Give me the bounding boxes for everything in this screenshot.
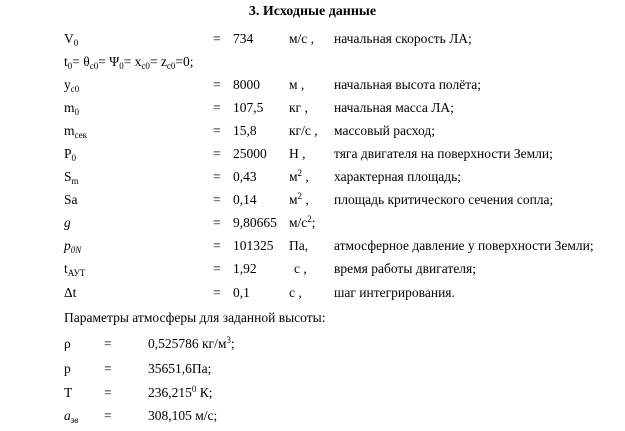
- atmo-value: 308,105 м/с;: [148, 408, 218, 423]
- atmo-row-t: [0, 385, 625, 407]
- param-value: 8000: [233, 77, 260, 92]
- param-description: тяга двигателя на поверхности Земли;: [334, 146, 553, 161]
- param-unit: $м^2$ ,: [289, 191, 309, 207]
- equals-sign: =: [213, 77, 221, 92]
- param-unit: Па,: [289, 238, 309, 253]
- param-description: время работы двигателя;: [334, 261, 477, 276]
- initial-conditions-row: [0, 54, 625, 76]
- param-symbol: $S_m$: [64, 169, 79, 186]
- param-row-g: [0, 215, 625, 237]
- param-value: 107,5: [233, 100, 264, 115]
- atmosphere-heading: Параметры атмосферы для заданной высоты:: [64, 310, 326, 325]
- param-symbol: $P_0$: [64, 146, 77, 163]
- param-value: 0,43: [233, 169, 257, 184]
- equals-sign: =: [213, 100, 221, 115]
- param-description: массовый расход;: [334, 123, 435, 138]
- equals-sign: =: [213, 238, 221, 253]
- param-unit: кг/с ,: [289, 123, 318, 138]
- atmo-row-a: [0, 408, 625, 430]
- param-unit: кг ,: [289, 100, 308, 115]
- atmo-row-rho: [0, 336, 625, 358]
- equals-sign: =: [213, 192, 221, 207]
- param-description: шаг интегрирования.: [334, 285, 455, 300]
- param-value: 15,8: [233, 123, 257, 138]
- atmo-symbol: $a_{зв}$: [64, 408, 79, 425]
- param-row-p0n: [0, 238, 625, 260]
- param-row-p0: [0, 146, 625, 168]
- param-unit: м ,: [289, 77, 305, 92]
- param-unit: с ,: [289, 285, 302, 300]
- param-row-m0: [0, 100, 625, 122]
- param-row-msek: [0, 123, 625, 145]
- param-row-v0: [0, 31, 625, 53]
- equals-sign: =: [213, 169, 221, 184]
- param-row-tayt: [0, 261, 625, 283]
- param-description: характерная площадь;: [334, 169, 462, 184]
- param-symbol: $y_{c0}$: [64, 77, 80, 94]
- param-value: 9,80665: [233, 215, 277, 230]
- param-row-dt: [0, 285, 625, 307]
- param-description: атмосферное давление у поверхности Земли;: [334, 238, 594, 253]
- param-row-sa: [0, 192, 625, 214]
- param-symbol: $m_{сек}$: [64, 123, 87, 140]
- atmo-symbol: T: [64, 385, 73, 400]
- atmo-symbol: ρ: [64, 336, 71, 351]
- param-value: 0,1: [233, 285, 250, 300]
- param-description: начальная масса ЛА;: [334, 100, 454, 115]
- section-title: 3. Исходные данные: [248, 4, 377, 19]
- equals-sign: =: [104, 408, 112, 423]
- atmo-value: 35651,6Па;: [148, 361, 212, 376]
- equals-sign: =: [213, 261, 221, 276]
- param-description: площадь критического сечения сопла;: [334, 192, 554, 207]
- param-value: 1,92: [233, 261, 257, 276]
- param-symbol: $m_0$: [64, 100, 80, 117]
- param-value: 25000: [233, 146, 267, 161]
- initial-conditions-rendered: $t_0= \theta_{c0}= \Psi_0= x_{c0}= z_{c0}=0$;: [64, 54, 194, 71]
- param-symbol: g: [64, 215, 71, 230]
- atmo-row-p: [0, 361, 625, 383]
- atmo-value: 0,525786 $кг/м^3$;: [148, 335, 235, 351]
- param-unit: м/с ,: [289, 31, 315, 46]
- atmo-value: 236,215$^0$ К;: [148, 384, 213, 400]
- param-symbol: $p_{0N}$: [64, 238, 82, 255]
- atmo-symbol: p: [64, 361, 71, 376]
- param-unit: $м/с^2$;: [289, 214, 316, 230]
- equals-sign: =: [104, 385, 112, 400]
- param-symbol: Sa: [64, 192, 78, 207]
- atmosphere-heading-row: [0, 310, 625, 332]
- param-symbol: $V_0$: [64, 31, 79, 48]
- param-description: начальная высота полёта;: [334, 77, 482, 92]
- param-value: 0,14: [233, 192, 257, 207]
- param-unit: с ,: [294, 261, 307, 276]
- param-value: 734: [233, 31, 254, 46]
- equals-sign: =: [213, 146, 221, 161]
- equals-sign: =: [213, 215, 221, 230]
- param-row-sm: [0, 169, 625, 191]
- equals-sign: =: [213, 31, 221, 46]
- equals-sign: =: [213, 285, 221, 300]
- equals-sign: =: [104, 336, 112, 351]
- param-value: 101325: [233, 238, 274, 253]
- equals-sign: =: [104, 361, 112, 376]
- param-symbol: Δt: [64, 285, 77, 300]
- param-row-yc0: [0, 77, 625, 99]
- param-unit: $м^2$ ,: [289, 168, 309, 184]
- param-unit: Н ,: [289, 146, 306, 161]
- param-symbol: $t_{АУТ}$: [64, 261, 86, 278]
- param-description: начальная скорость ЛА;: [334, 31, 472, 46]
- equals-sign: =: [213, 123, 221, 138]
